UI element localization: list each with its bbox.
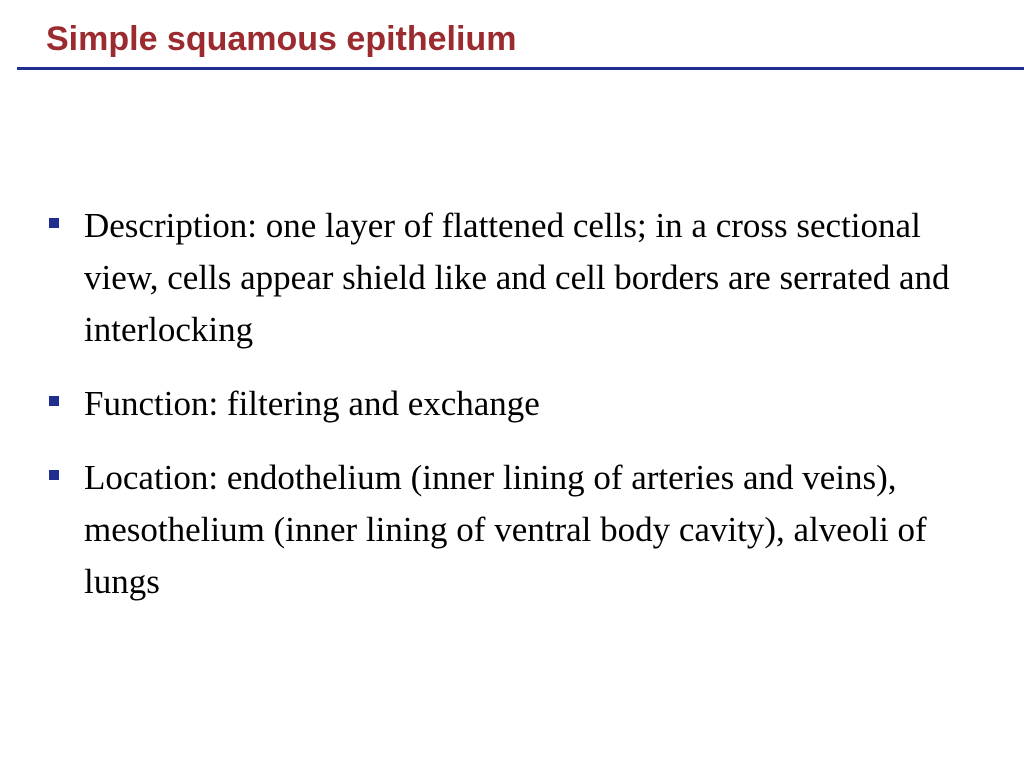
square-bullet-icon — [49, 218, 59, 228]
bullet-item-description — [46, 200, 966, 356]
bullet-text-location: Location: endothelium (inner lining of arteries and veins), mesothelium (inner lining of ventral body cavity), alveoli of lungs — [84, 458, 927, 601]
square-bullet-icon — [49, 470, 59, 480]
square-bullet-icon — [49, 396, 59, 406]
bullet-list — [46, 200, 966, 630]
title-underline — [17, 67, 1024, 70]
bullet-text-description: Description: one layer of flattened cells; in a cross sectional view, cells appear shield like and cell borders are serrated and interlocking — [84, 206, 950, 349]
slide-title: Simple squamous epithelium — [46, 20, 517, 58]
bullet-text-function: Function: filtering and exchange — [84, 384, 540, 423]
bullet-item-function — [46, 378, 966, 430]
bullet-item-location — [46, 452, 966, 608]
